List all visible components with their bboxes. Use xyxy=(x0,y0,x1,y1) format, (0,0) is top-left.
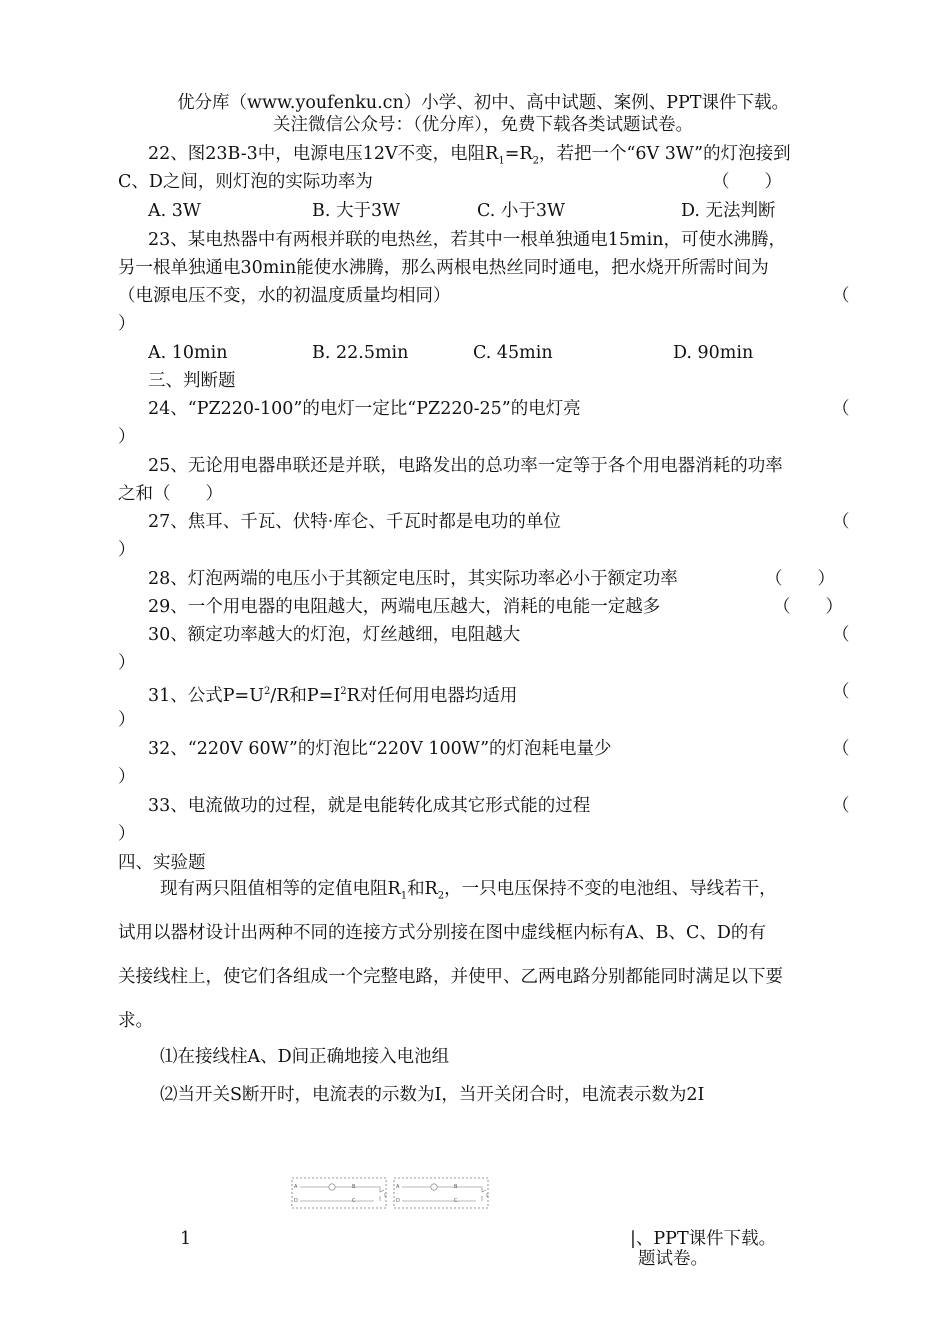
experiment-line-3: 关接线柱上，使它们各组成一个完整电路，并使甲、乙两电路分别都能同时满足以下要 xyxy=(118,967,783,987)
q28-text: 28、灯泡两端的电压小于其额定电压时，其实际功率必小于额定功率 xyxy=(148,569,678,589)
header-line-1: 优分库（www.youfenku.cn）小学、初中、高中试题、案例、PPT课件下载。 xyxy=(177,93,789,113)
q23-option-b: B. 22.5min xyxy=(312,343,409,363)
circuit-diagram xyxy=(290,1176,500,1212)
q31-paren-close: ） xyxy=(118,710,136,730)
section-4-title: 四、实验题 xyxy=(118,853,206,873)
footer-line-1: |、PPT课件下载。 xyxy=(630,1229,777,1249)
q31-paren-open: （ xyxy=(832,682,850,702)
section-3-title: 三、判断题 xyxy=(148,371,236,391)
terminal-a-label: A xyxy=(294,1184,298,1190)
footer-line-2: 题试卷。 xyxy=(638,1249,708,1269)
q30-paren-open: （ xyxy=(832,625,850,645)
terminal-b-label: B xyxy=(454,1184,458,1190)
q24-paren-close: ） xyxy=(118,427,136,447)
experiment-condition-2: ⑵当开关S断开时，电流表的示数为I，当开关闭合时，电流表示数为2I xyxy=(160,1085,705,1105)
q29-paren: （ ） xyxy=(773,597,843,617)
q23-option-a: A. 10min xyxy=(148,343,228,363)
q22-option-a: A. 3W xyxy=(148,201,201,221)
terminal-d-label: D xyxy=(396,1198,400,1204)
experiment-line-4: 求。 xyxy=(118,1011,153,1031)
experiment-line-2: 试用以器材设计出两种不同的连接方式分别接在图中虚线框内标有A、B、C、D的有 xyxy=(118,923,766,943)
q31-text: 31、公式$P=U^2/R$和$P=I^2R$对任何用电器均适用 xyxy=(148,685,518,706)
q27-paren-close: ） xyxy=(118,540,136,560)
switch-s-label: S xyxy=(486,1193,489,1198)
terminal-d-label: D xyxy=(294,1198,298,1204)
q23-line-3: （电源电压不变，水的初温度质量均相同） xyxy=(118,286,451,306)
experiment-condition-1: ⑴在接线柱A、D间正确地接入电池组 xyxy=(160,1047,450,1067)
q22-option-d: D. 无法判断 xyxy=(681,201,776,221)
q23-line-2: 另一根单独通电30min能使水沸腾，那么两根电热丝同时通电，把水烧开所需时间为 xyxy=(118,258,769,278)
q29-text: 29、一个用电器的电阻越大，两端电压越大，消耗的电能一定越多 xyxy=(148,597,661,617)
switch-s-label: S xyxy=(384,1193,387,1198)
q24-text: 24、“PZ220-100”的电灯一定比“PZ220-25”的电灯亮 xyxy=(148,399,581,419)
q22-option-b: B. 大于3W xyxy=(312,201,401,221)
q23-option-d: D. 90min xyxy=(673,343,754,363)
q30-text: 30、额定功率越大的灯泡，灯丝越细，电阻越大 xyxy=(148,625,521,645)
q32-text: 32、“220V 60W”的灯泡比“220V 100W”的灯泡耗电量少 xyxy=(148,739,612,759)
q33-text: 33、电流做功的过程，就是电能转化成其它形式能的过程 xyxy=(148,796,591,816)
q23-paren-open: （ xyxy=(832,286,850,306)
q25-line-1: 25、无论用电器串联还是并联，电路发出的总功率一定等于各个用电器消耗的功率 xyxy=(148,456,783,476)
ammeter-icon xyxy=(431,1184,437,1190)
terminal-b-label: B xyxy=(352,1184,356,1190)
terminal-a-label: A xyxy=(396,1184,400,1190)
q25-line-2: 之和（ ） xyxy=(118,484,223,504)
q33-paren-close: ） xyxy=(118,824,136,844)
q27-paren-open: （ xyxy=(832,512,850,532)
q30-paren-close: ） xyxy=(118,653,136,673)
q32-paren-open: （ xyxy=(832,739,850,759)
q27-text: 27、焦耳、千瓦、伏特·库仑、千瓦时都是电功的单位 xyxy=(148,512,561,532)
experiment-line-1: 现有两只阻值相等的定值电阻$R_1$和$R_2$，一只电压保持不变的电池组、导线若干， xyxy=(160,879,777,902)
header-line-2: 关注微信公众号：（优分库），免费下载各类试题试卷。 xyxy=(273,115,693,135)
q28-paren: （ ） xyxy=(765,569,835,589)
ammeter-icon xyxy=(329,1184,335,1190)
q33-paren-open: （ xyxy=(832,796,850,816)
q22-line-1: 22、图23B-3中，电源电压12V不变，电阻$R_1=R_2$，若把一个“6V 3W”的灯泡接到 xyxy=(148,144,791,167)
q23-line-1: 23、某电热器中有两根并联的电热丝，若其中一根单独通电15min，可使水沸腾， xyxy=(148,230,786,250)
q23-option-c: C. 45min xyxy=(473,343,553,363)
q23-paren-close: ） xyxy=(118,314,136,334)
q22-option-c: C. 小于3W xyxy=(477,201,566,221)
footer-page-number: 1 xyxy=(180,1229,192,1249)
switch-icon xyxy=(374,1187,384,1192)
terminal-c-label: C xyxy=(454,1198,458,1204)
circuit-box-yi xyxy=(394,1178,489,1208)
circuit-box-jia xyxy=(292,1178,387,1208)
switch-icon xyxy=(476,1187,486,1192)
terminal-c-label: C xyxy=(352,1198,356,1204)
q24-paren-open: （ xyxy=(832,399,850,419)
q22-answer-paren: （ ） xyxy=(712,172,782,192)
q22-line-2: C、D之间，则灯泡的实际功率为 xyxy=(118,172,373,192)
q32-paren-close: ） xyxy=(118,767,136,787)
